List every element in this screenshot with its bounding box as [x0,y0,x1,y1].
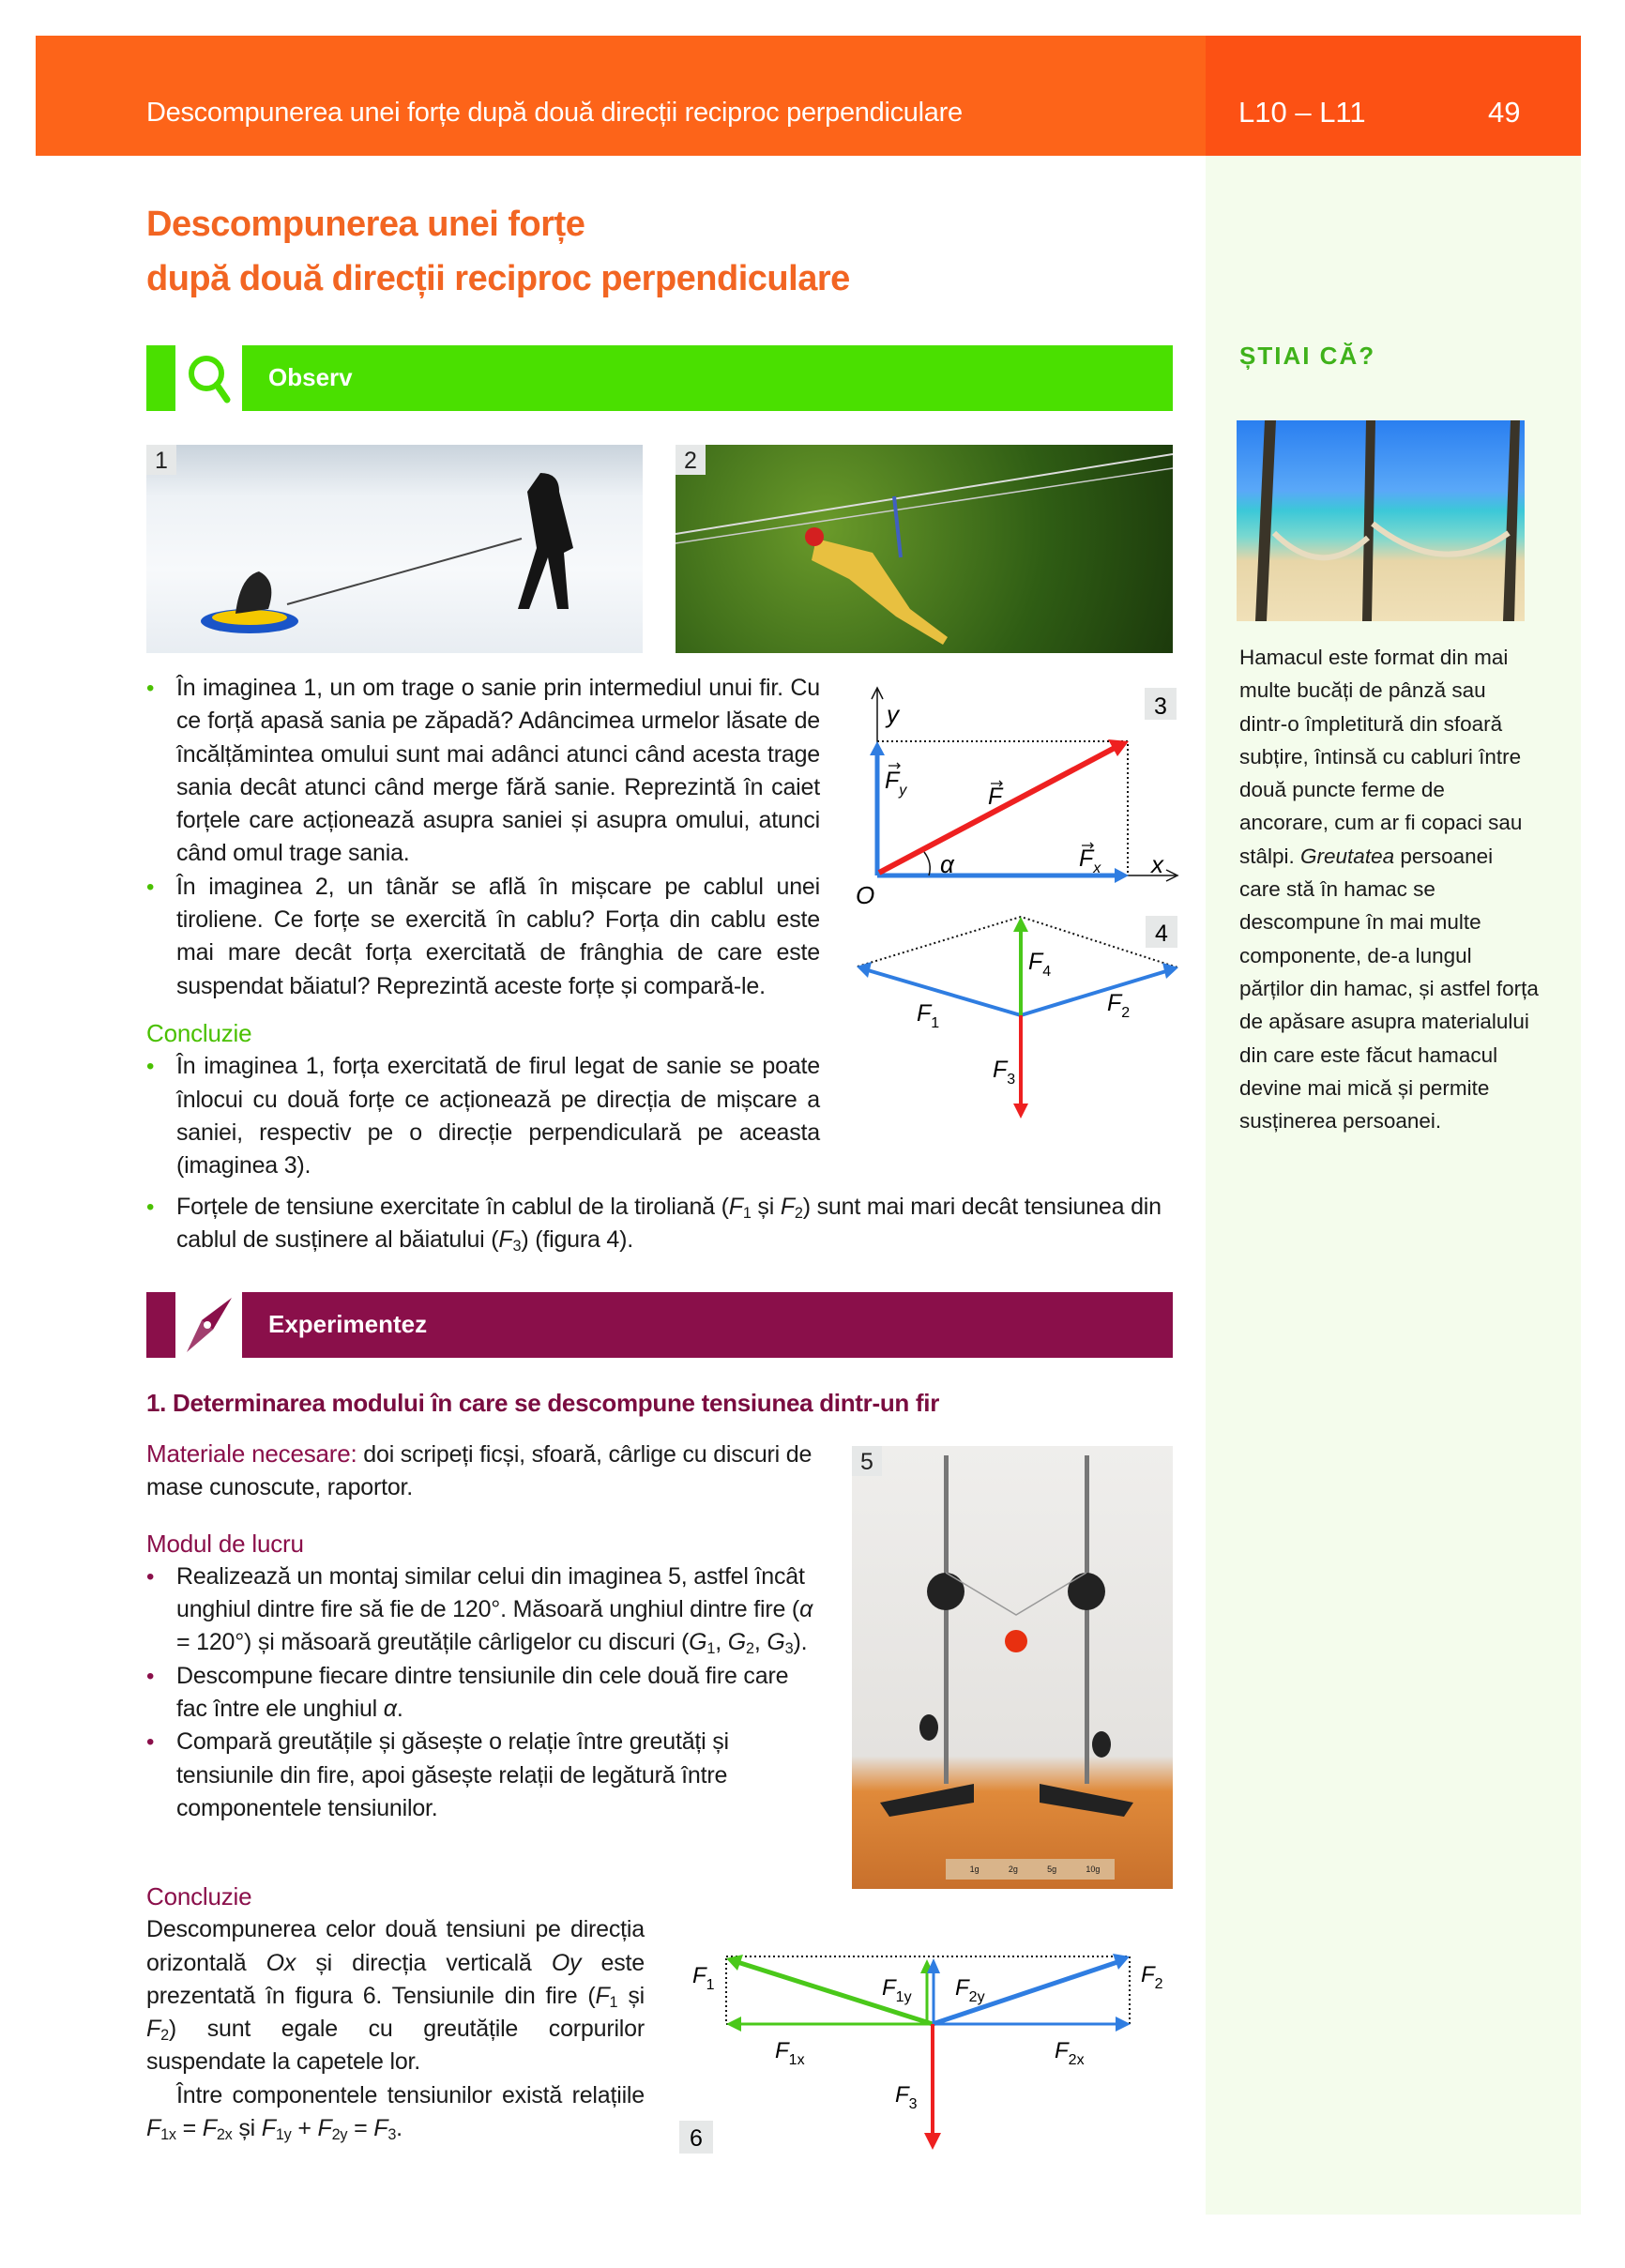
mass-label: 5g [1047,1865,1057,1874]
figure-3-4 [826,657,1201,1182]
photo-number: 5 [852,1446,882,1476]
section-label: Observ [268,363,353,391]
figure-3 [856,688,1177,909]
experiment-conclusion [146,1880,645,2145]
figure-number: 4 [1155,921,1168,947]
observ-questions [146,672,820,1182]
photo-number: 2 [676,445,706,475]
x-axis-label: x [1151,850,1163,878]
vector-Fy-head [870,741,885,755]
magnifier-icon [175,345,242,411]
conclusion-paragraph: Între componentele tensiunilor există relațiile $F_{1x} = F_{2x}$ și $F_{1y} + F_{2y} = F_3$. [146,2081,645,2144]
zipline-illustration [676,445,1173,653]
sled-illustration [146,445,643,653]
label-F2: $F_2$ [1107,990,1131,1021]
label-F1y: $F_{1y}$ [882,1975,912,2005]
vector-F1 [868,970,1021,1015]
label-F2y: $F_{2y}$ [955,1975,985,2005]
conclusion-heading: Concluzie [146,1882,252,1910]
conclusion-heading: Concluzie [146,1018,252,1047]
label-F2: $F_2$ [1141,1962,1163,1992]
lesson-label: L10 – L11 [1238,96,1366,129]
label-F: F [988,784,1003,810]
y-axis-label: y [887,700,899,728]
photo-zipline [676,445,1173,653]
label-F3: $F_3$ [895,2082,918,2112]
photo-hammock [1237,420,1525,621]
hammock-illustration [1237,420,1525,621]
vector-F1-head [857,962,872,978]
running-title: Descompunerea unei forțe după două direcții reciproc perpendiculare [146,98,963,128]
title-line-2: după două direcții reciproc perpendiculare [146,259,850,298]
materials-label: Materiale necesare: [146,1439,357,1468]
list-item: • În imaginea 1, forța exercitată de firul legat de sanie se poate înlocui cu două forțe ce acționează pe direcția de mișcare a saniei, respectiv pe o direcție perpendiculară pe aceasta (imaginea 3). [146,1050,820,1182]
vector-F1x-head [726,2017,741,2032]
label-F4: $F_4$ [1028,949,1052,980]
figure-number: 6 [690,2125,703,2152]
figure-6 [657,1914,1182,2196]
origin-label: O [856,881,875,909]
vector-F3-head [1013,1104,1028,1119]
label-F1: $F_1$ [692,1963,715,1993]
angle-label: α [940,850,954,878]
mass-label: 2g [1008,1865,1018,1874]
list-item: • Realizează un montaj similar celui din imaginea 5, astfel încât unghiul dintre fire să fie de 120°. Măsoară unghiul dintre fire (α = 120°) și măsoară greutățile cârligelor cu discuri ($G_1$, $G_2$, $G_3$). [146,1560,820,1660]
label-Fy: $F_y$ [885,768,907,799]
vector-Fx-head [1115,868,1129,883]
section-label: Experimentez [268,1310,428,1338]
angle-arc [924,852,930,875]
sidebar-text: Hamacul este format din mai multe bucăți de pânză sau dintr-o împletitură din sfoară subțire, întinsă cu cabluri între două puncte ferme de ancorare, cum ar fi copaci sau stâlpi. Greutatea persoanei care stă în hamac se descompune în mai multe componente, de-a lungul părților din hamac, și astfel forța de apăsare asupra materialului din care este făcut hamacul devine mai mică și permite susținerea persoanei. [1239,646,1539,1134]
page-title [146,197,850,306]
vector-F2-head [1162,963,1178,979]
title-line-1: Descompunerea unei forțe [146,205,585,244]
list-item: • Descompune fiecare dintre tensiunile din cele două fire care fac între ele unghiul α. [146,1660,820,1727]
setup-illustration [852,1446,1173,1889]
label-F1x: $F_{1x}$ [775,2038,805,2068]
label-F3: $F_3$ [993,1057,1016,1088]
method-heading: Modul de lucru [146,1529,304,1558]
label-F2x: $F_{2x}$ [1055,2038,1085,2068]
sidebar-heading: ȘTIAI CĂ? [1239,342,1376,370]
compass-icon [175,1292,242,1358]
mass-label: 1g [969,1865,980,1874]
section-bar-experimentez [146,1292,1173,1358]
photo-sled [146,445,643,653]
section-bar-observ [146,345,1173,411]
materials [146,1438,820,1505]
list-item: • Compară greutățile și găsește o relație între greutăți și tensiunile din fire, apoi găsește relații de legătură între componentele tensiunilor. [146,1726,820,1825]
experiment-heading: 1. Determinarea modului în care se descompune tensiunea dintr-un fir [146,1389,940,1417]
photo-experiment-setup [852,1446,1173,1889]
page-number: 49 [1488,96,1521,129]
mass-labels [955,1865,1115,1874]
materials-text: doi scripeți ficși, sfoară, cârlige cu discuri de mase cunoscute, raportor. [146,1441,812,1501]
figure-number: 3 [1154,693,1167,720]
vector-F3-head [924,2133,941,2150]
conclusion-paragraph: Descompunerea celor două tensiuni pe direcția orizontală Ox și direcția verticală Oy este prezentată în figura 6. Tensiunile din fire ($F_1$ și $F_2$) sunt egale cu greutățile corpurilor suspendate la capetele lor. [146,1916,645,2076]
list-item: • În imaginea 2, un tânăr se află în mișcare pe cablul unei tiroliene. Ce forțe se exercită în cablu? Forța din cablu este mai mare decât forța exercitată de frânghia de care este suspendat băiatul? Reprezintă aceste forțe și compară-le. [146,871,820,1003]
experiment-body [146,1438,820,1825]
label-Fx: $F_x$ [1079,845,1101,876]
list-item: • Forțele de tensiune exercitate în cablul de la tiroliană ($F_1$ și $F_2$) sunt mai mari decât tensiunea din cablul de susținere al băiatului $(F_3)$ (figura 4). [146,1191,1173,1257]
vector-F2x-head [1116,2017,1131,2032]
figure-4 [857,916,1178,1119]
observ-conclusion-wide [146,1191,1173,1257]
list-item: • În imaginea 1, un om trage o sanie prin intermediul unui fir. Cu ce forță apasă sania pe zăpadă? Adâncimea urmelor lăsate de încălțămintea omului sunt mai adânci atunci când acesta trage sania decât atunci când merge fără sanie. Reprezintă în caiet forțele care acționează asupra saniei și asupra omului, atunci când omul trage sania. [146,672,820,871]
mass-label: 10g [1086,1865,1101,1874]
photo-number: 1 [146,445,176,475]
label-F1: $F_1$ [917,1000,940,1031]
